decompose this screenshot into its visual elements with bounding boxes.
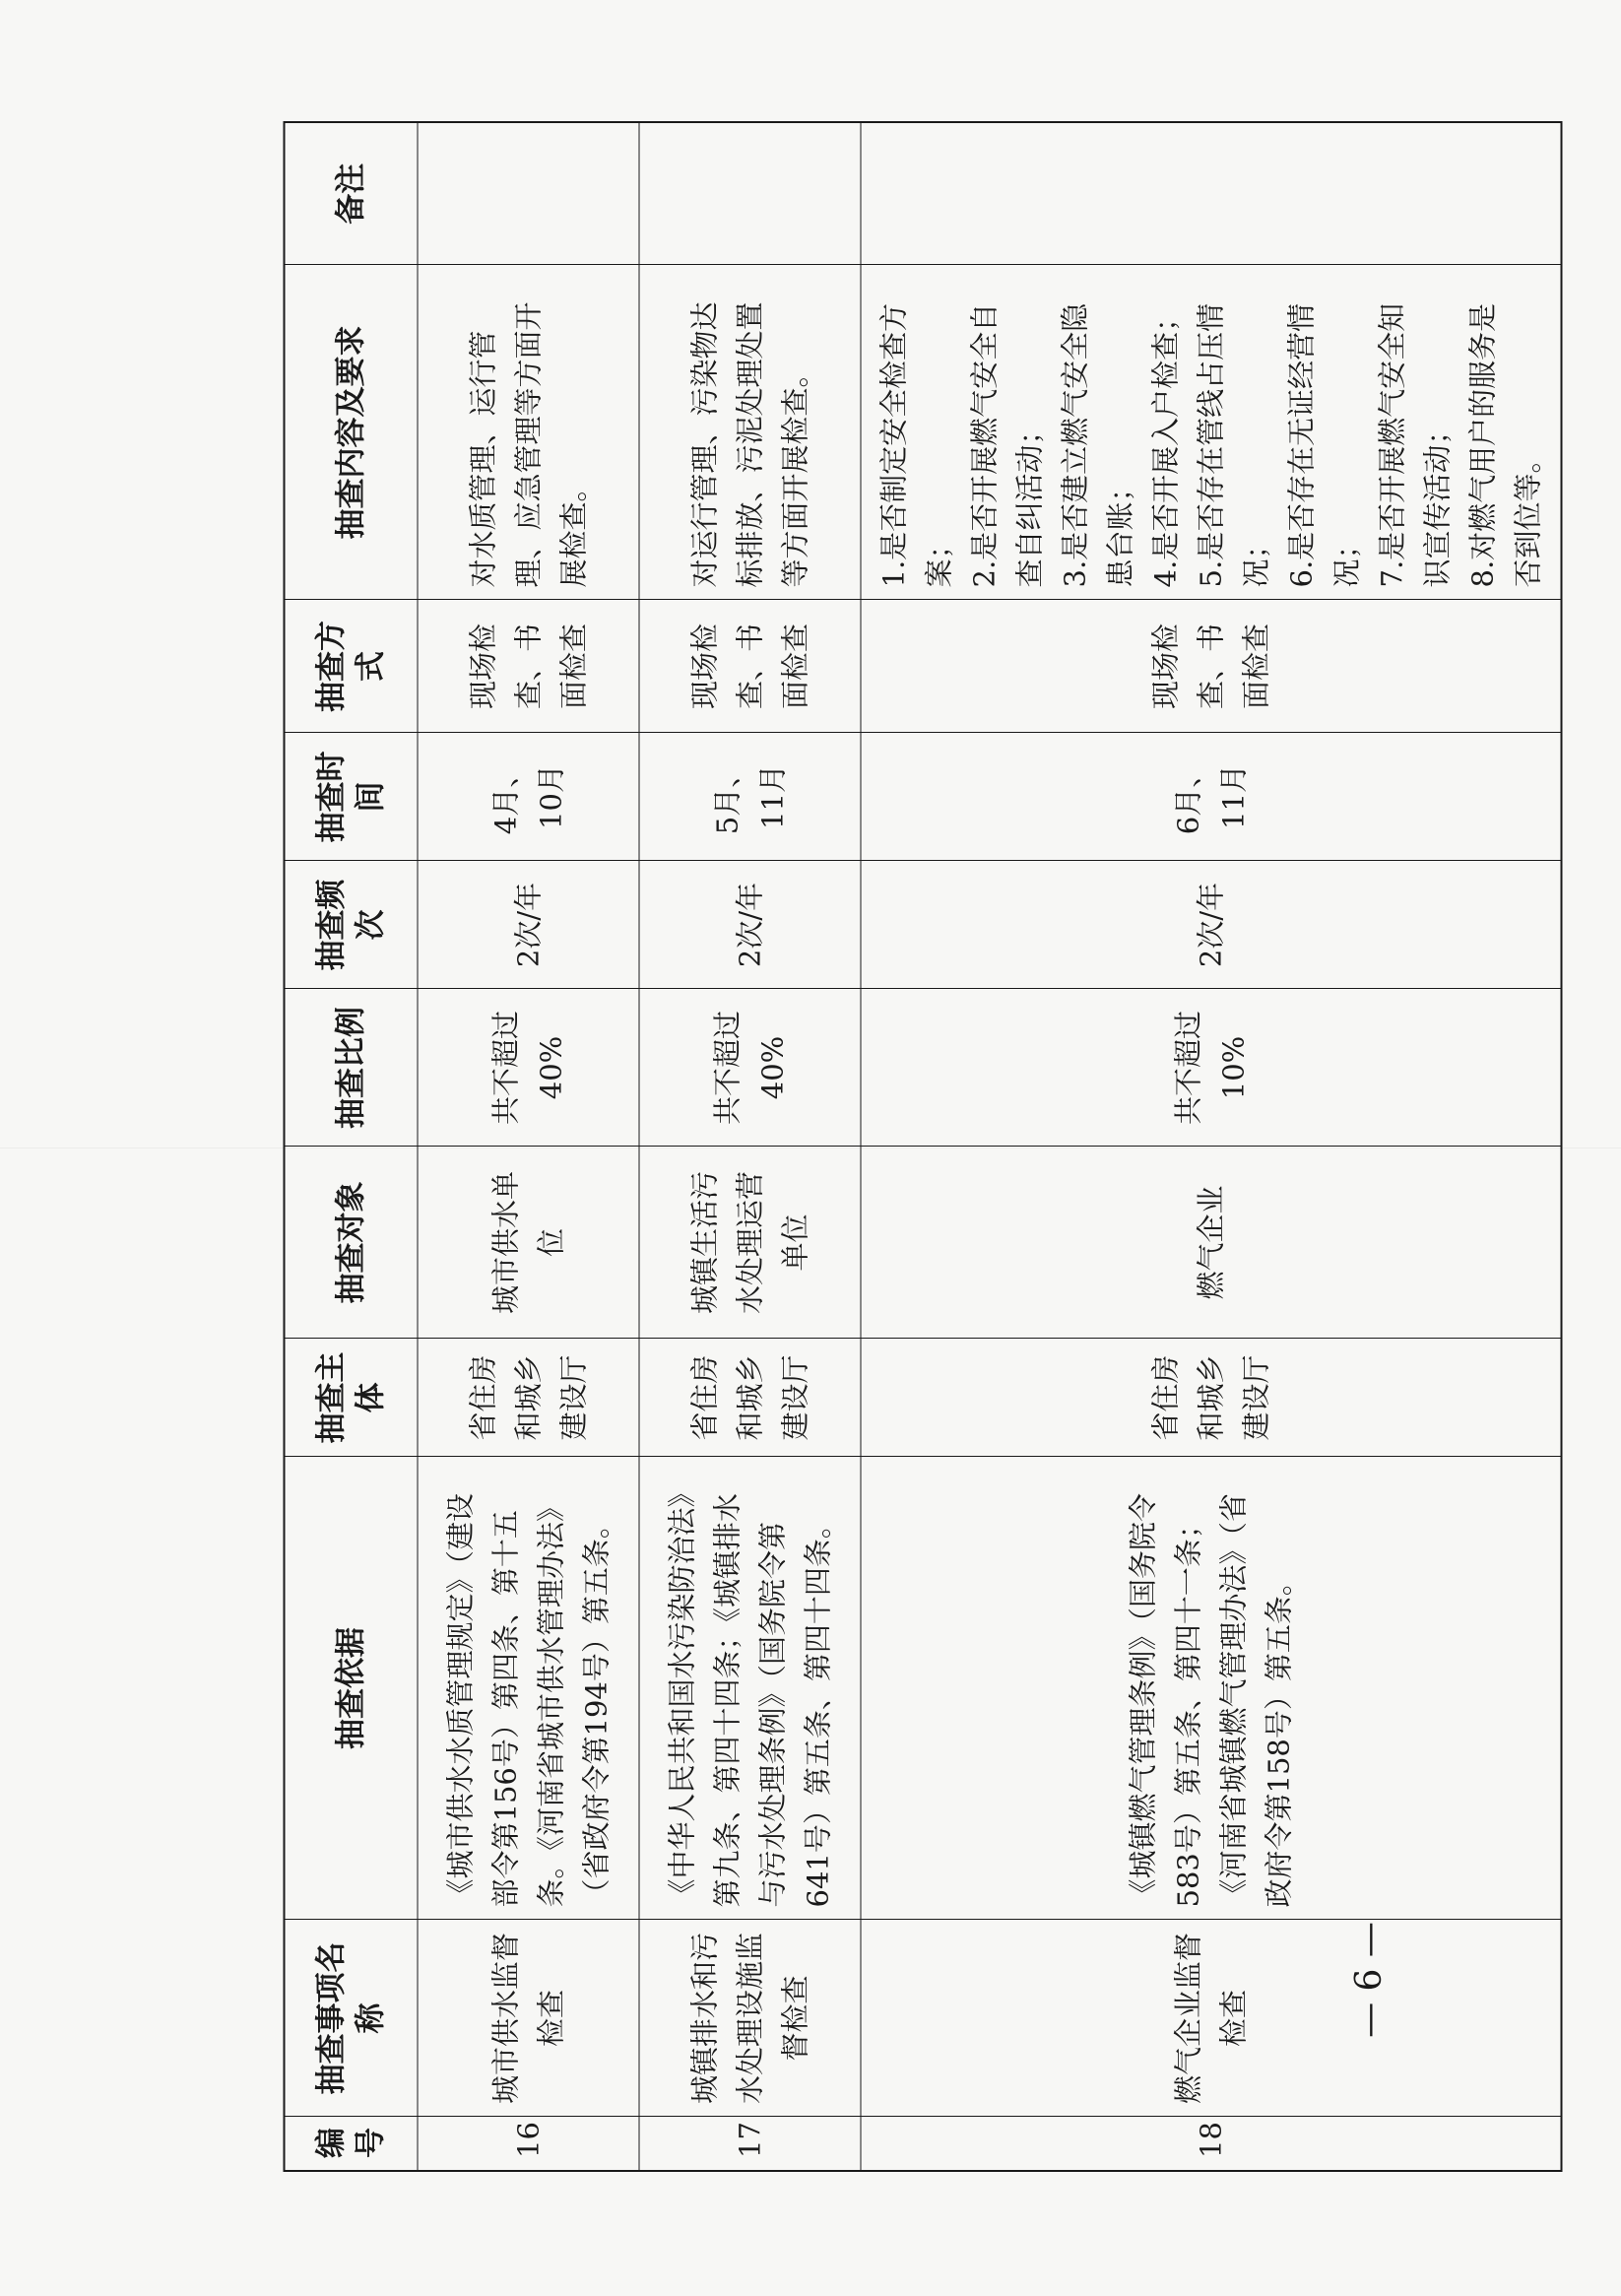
- row-remark: [639, 122, 861, 265]
- row-subject: 省住房和城乡建设厅: [639, 1339, 861, 1457]
- row-no: 18: [861, 2117, 1562, 2171]
- row-content: [418, 265, 639, 600]
- row-no: 17: [639, 2117, 861, 2171]
- row-name: 城市供水监督检查: [418, 1920, 639, 2117]
- row-remark: [861, 122, 1562, 265]
- content-line: 3.是否建立燃气安全隐患台账；: [1058, 302, 1136, 588]
- header-time: 抽查时间: [285, 733, 418, 861]
- content-line: 对水质管理、运行管理、应急管理等方面开展检查。: [466, 301, 590, 588]
- row-ratio: 共不超过10%: [861, 989, 1562, 1147]
- header-frequency: 抽查频次: [285, 861, 418, 989]
- row-object: 城市供水单位: [418, 1147, 639, 1339]
- row-content: [639, 265, 861, 600]
- content-line: 8.对燃气用户的服务是否到位等。: [1465, 302, 1544, 588]
- table-row: [418, 122, 639, 2171]
- header-content: 抽查内容及要求: [285, 265, 418, 600]
- header-subject: 抽查主体: [285, 1339, 418, 1457]
- table-row: [639, 122, 861, 2171]
- header-basis: 抽查依据: [285, 1457, 418, 1920]
- table-row: [861, 122, 1562, 2171]
- row-no: 16: [418, 2117, 639, 2171]
- row-remark: [418, 122, 639, 265]
- content-line: 7.是否开展燃气安全知识宣传活动；: [1375, 302, 1454, 588]
- row-ratio: 共不超过40%: [418, 989, 639, 1147]
- row-basis: 《城镇燃气管理条例》（国务院令583号）第五条、第四十一条；《河南省城镇燃气管理办法》（省政府令第158号）第五条。: [861, 1457, 1562, 1920]
- row-subject: 省住房和城乡建设厅: [418, 1339, 639, 1457]
- header-method: 抽查方式: [285, 600, 418, 733]
- rotated-table-container: [284, 123, 1544, 2172]
- page-number: — 6 —: [1348, 1922, 1390, 2038]
- inspection-table: [284, 121, 1563, 2172]
- row-method: 现场检查、书面检查: [861, 600, 1562, 733]
- row-basis: 《中华人民共和国水污染防治法》第九条、第四十四条；《城镇排水与污水处理条例》（国务院令第641号）第五条、第四十四条。: [639, 1457, 861, 1920]
- content-line: 1.是否制定安全检查方案；: [876, 302, 955, 588]
- row-frequency: 2次/年: [418, 861, 639, 989]
- content-line: 2.是否开展燃气安全自查自纠活动；: [967, 302, 1046, 588]
- header-object: 抽查对象: [285, 1147, 418, 1339]
- row-method: 现场检查、书面检查: [639, 600, 861, 733]
- row-object: 城镇生活污水处理运营单位: [639, 1147, 861, 1339]
- row-frequency: 2次/年: [639, 861, 861, 989]
- row-time: 4月、10月: [418, 733, 639, 861]
- header-ratio: 抽查比例: [285, 989, 418, 1147]
- row-basis: 《城市供水水质管理规定》（建设部令第156号）第四条、第十五条。《河南省城市供水管理办法》（省政府令第194号）第五条。: [418, 1457, 639, 1920]
- row-time: 6月、11月: [861, 733, 1562, 861]
- row-time: 5月、11月: [639, 733, 861, 861]
- header-no: 编号: [285, 2117, 418, 2171]
- header-row: [285, 122, 418, 2171]
- row-content: [861, 265, 1562, 600]
- content-line: 5.是否存在管线占压情况；: [1194, 302, 1272, 588]
- row-ratio: 共不超过40%: [639, 989, 861, 1147]
- header-name: 抽查事项名称: [285, 1920, 418, 2117]
- row-object: 燃气企业: [861, 1147, 1562, 1339]
- header-remark: 备注: [285, 122, 418, 265]
- content-line: 6.是否存在无证经营情况；: [1284, 302, 1363, 588]
- content-line: 对运行管理、污染物达标排放、污泥处理处置等方面开展检查。: [687, 301, 811, 588]
- row-subject: 省住房和城乡建设厅: [861, 1339, 1562, 1457]
- row-name: 城镇排水和污水处理设施监督检查: [639, 1920, 861, 2117]
- content-line: 4.是否开展入户检查；: [1148, 302, 1182, 588]
- row-name: 燃气企业监督检查: [861, 1920, 1562, 2117]
- row-method: 现场检查、书面检查: [418, 600, 639, 733]
- row-frequency: 2次/年: [861, 861, 1562, 989]
